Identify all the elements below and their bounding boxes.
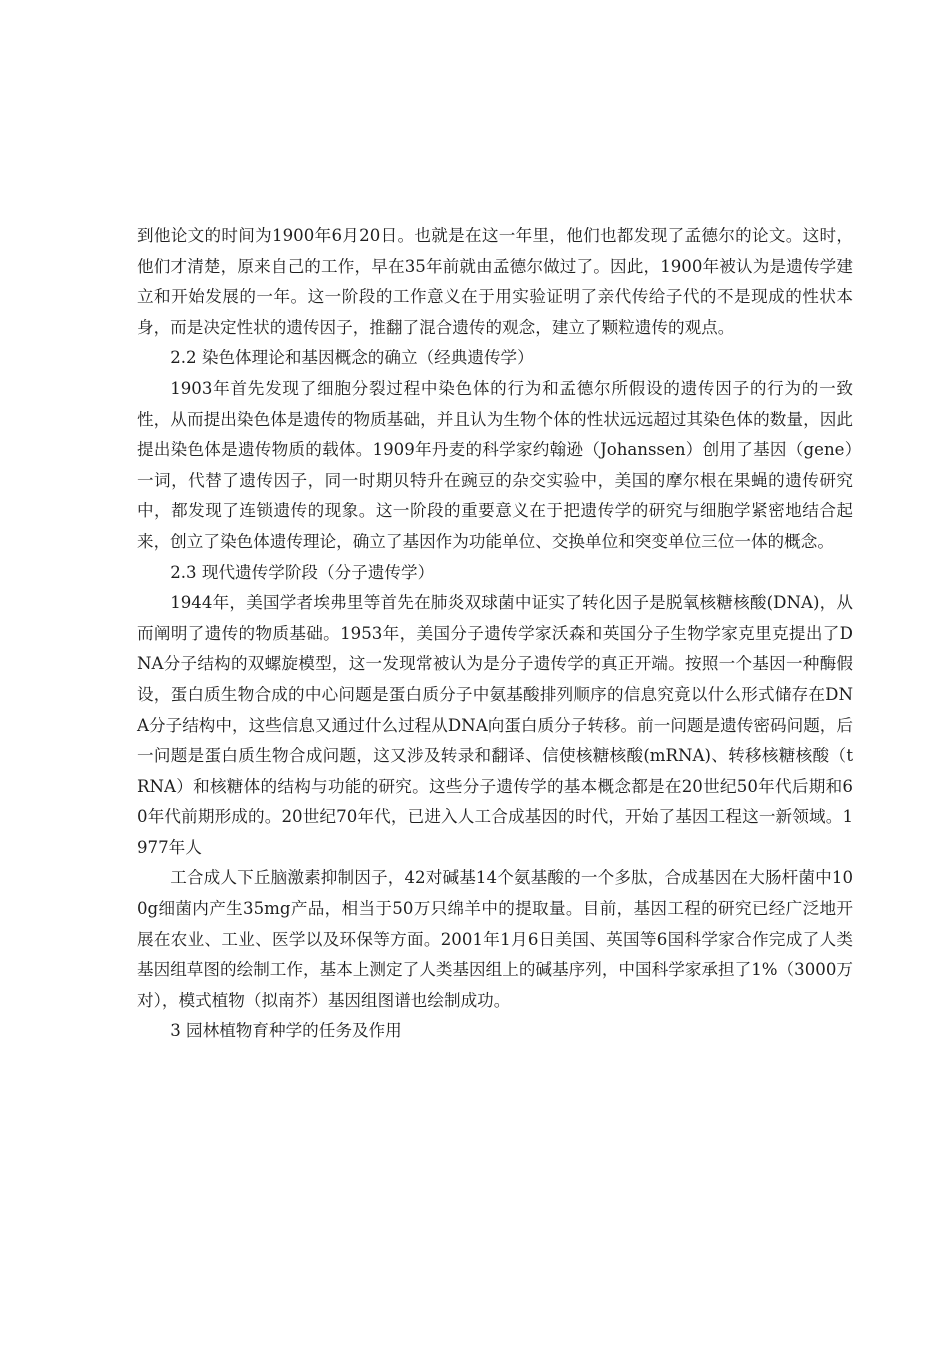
- section-heading-2-2: 2.2 染色体理论和基因概念的确立（经典遗传学）: [170, 348, 534, 368]
- section-heading-3: 3 园林植物育种学的任务及作用: [170, 1021, 402, 1041]
- section-heading-2-3: 2.3 现代遗传学阶段（分子遗传学）: [170, 562, 435, 582]
- paragraph-molecular-genetics: 1944年，美国学者埃弗里等首先在肺炎双球菌中证实了转化因子是脱氧核糖核酸(DNA)，从而阐明了遗传的物质基础。1953年，美国分子遗传学家沃森和英国分子生物学家克里克提出了DNA分子结构的双螺旋模型，这一发现常被认为是分子遗传学的真正开端。按照一个基因一种酶假设，蛋白质生物合成的中心问题是蛋白质分子中氨基酸排列顺序的信息究竟以什么形式储存在DNA分子结构中，这些信息又通过什么过程从DNA向蛋白质分子转移。前一问题是遗传密码问题，后一问题是蛋白质生物合成问题，这又涉及转录和翻译、信使核糖核酸(mRNA)、转移核糖核酸（tRNA）和核糖体的结构与功能的研究。这些分子遗传学的基本概念都是在20世纪50年代后期和60年代前期形成的。20世纪70年代，已进入人工合成基因的时代，开始了基因工程这一新领域。1977年人: [137, 593, 853, 857]
- document-page: [137, 221, 853, 1047]
- paragraph-genetic-engineering: 工合成人下丘脑激素抑制因子，42对碱基14个氨基酸的一个多肽，合成基因在大肠杆菌中100g细菌内产生35mg产品，相当于50万只绵羊中的提取量。目前，基因工程的研究已经广泛地开展在农业、工业、医学以及环保等方面。2001年1月6日美国、英国等6国科学家合作完成了人类基因组草图的绘制工作，基本上测定了人类基因组上的碱基序列，中国科学家承担了1%（3000万对），模式植物（拟南芥）基因组图谱也绘制成功。: [137, 868, 853, 1010]
- paragraph-chromosome-theory: 1903年首先发现了细胞分裂过程中染色体的行为和孟德尔所假设的遗传因子的行为的一致性，从而提出染色体是遗传的物质基础，并且认为生物个体的性状远远超过其染色体的数量，因此提出染色体是遗传物质的载体。1909年丹麦的科学家约翰逊（Johanssen）创用了基因（gene）一词，代替了遗传因子，同一时期贝特升在豌豆的杂交实验中，美国的摩尔根在果蝇的遗传研究中，都发现了连锁遗传的现象。这一阶段的重要意义在于把遗传学的研究与细胞学紧密地结合起来，创立了染色体遗传理论，确立了基因作为功能单位、交换单位和突变单位三位一体的概念。: [137, 378, 853, 551]
- paragraph-mendel-rediscovery: 到他论文的时间为1900年6月20日。也就是在这一年里，他们也都发现了孟德尔的论文。这时，他们才清楚，原来自己的工作，早在35年前就由孟德尔做过了。因此，1900年被认为是遗传学建立和开始发展的一年。这一阶段的工作意义在于用实验证明了亲代传给子代的不是现成的性状本身，而是决定性状的遗传因子，推翻了混合遗传的观念，建立了颗粒遗传的观点。: [137, 226, 853, 337]
